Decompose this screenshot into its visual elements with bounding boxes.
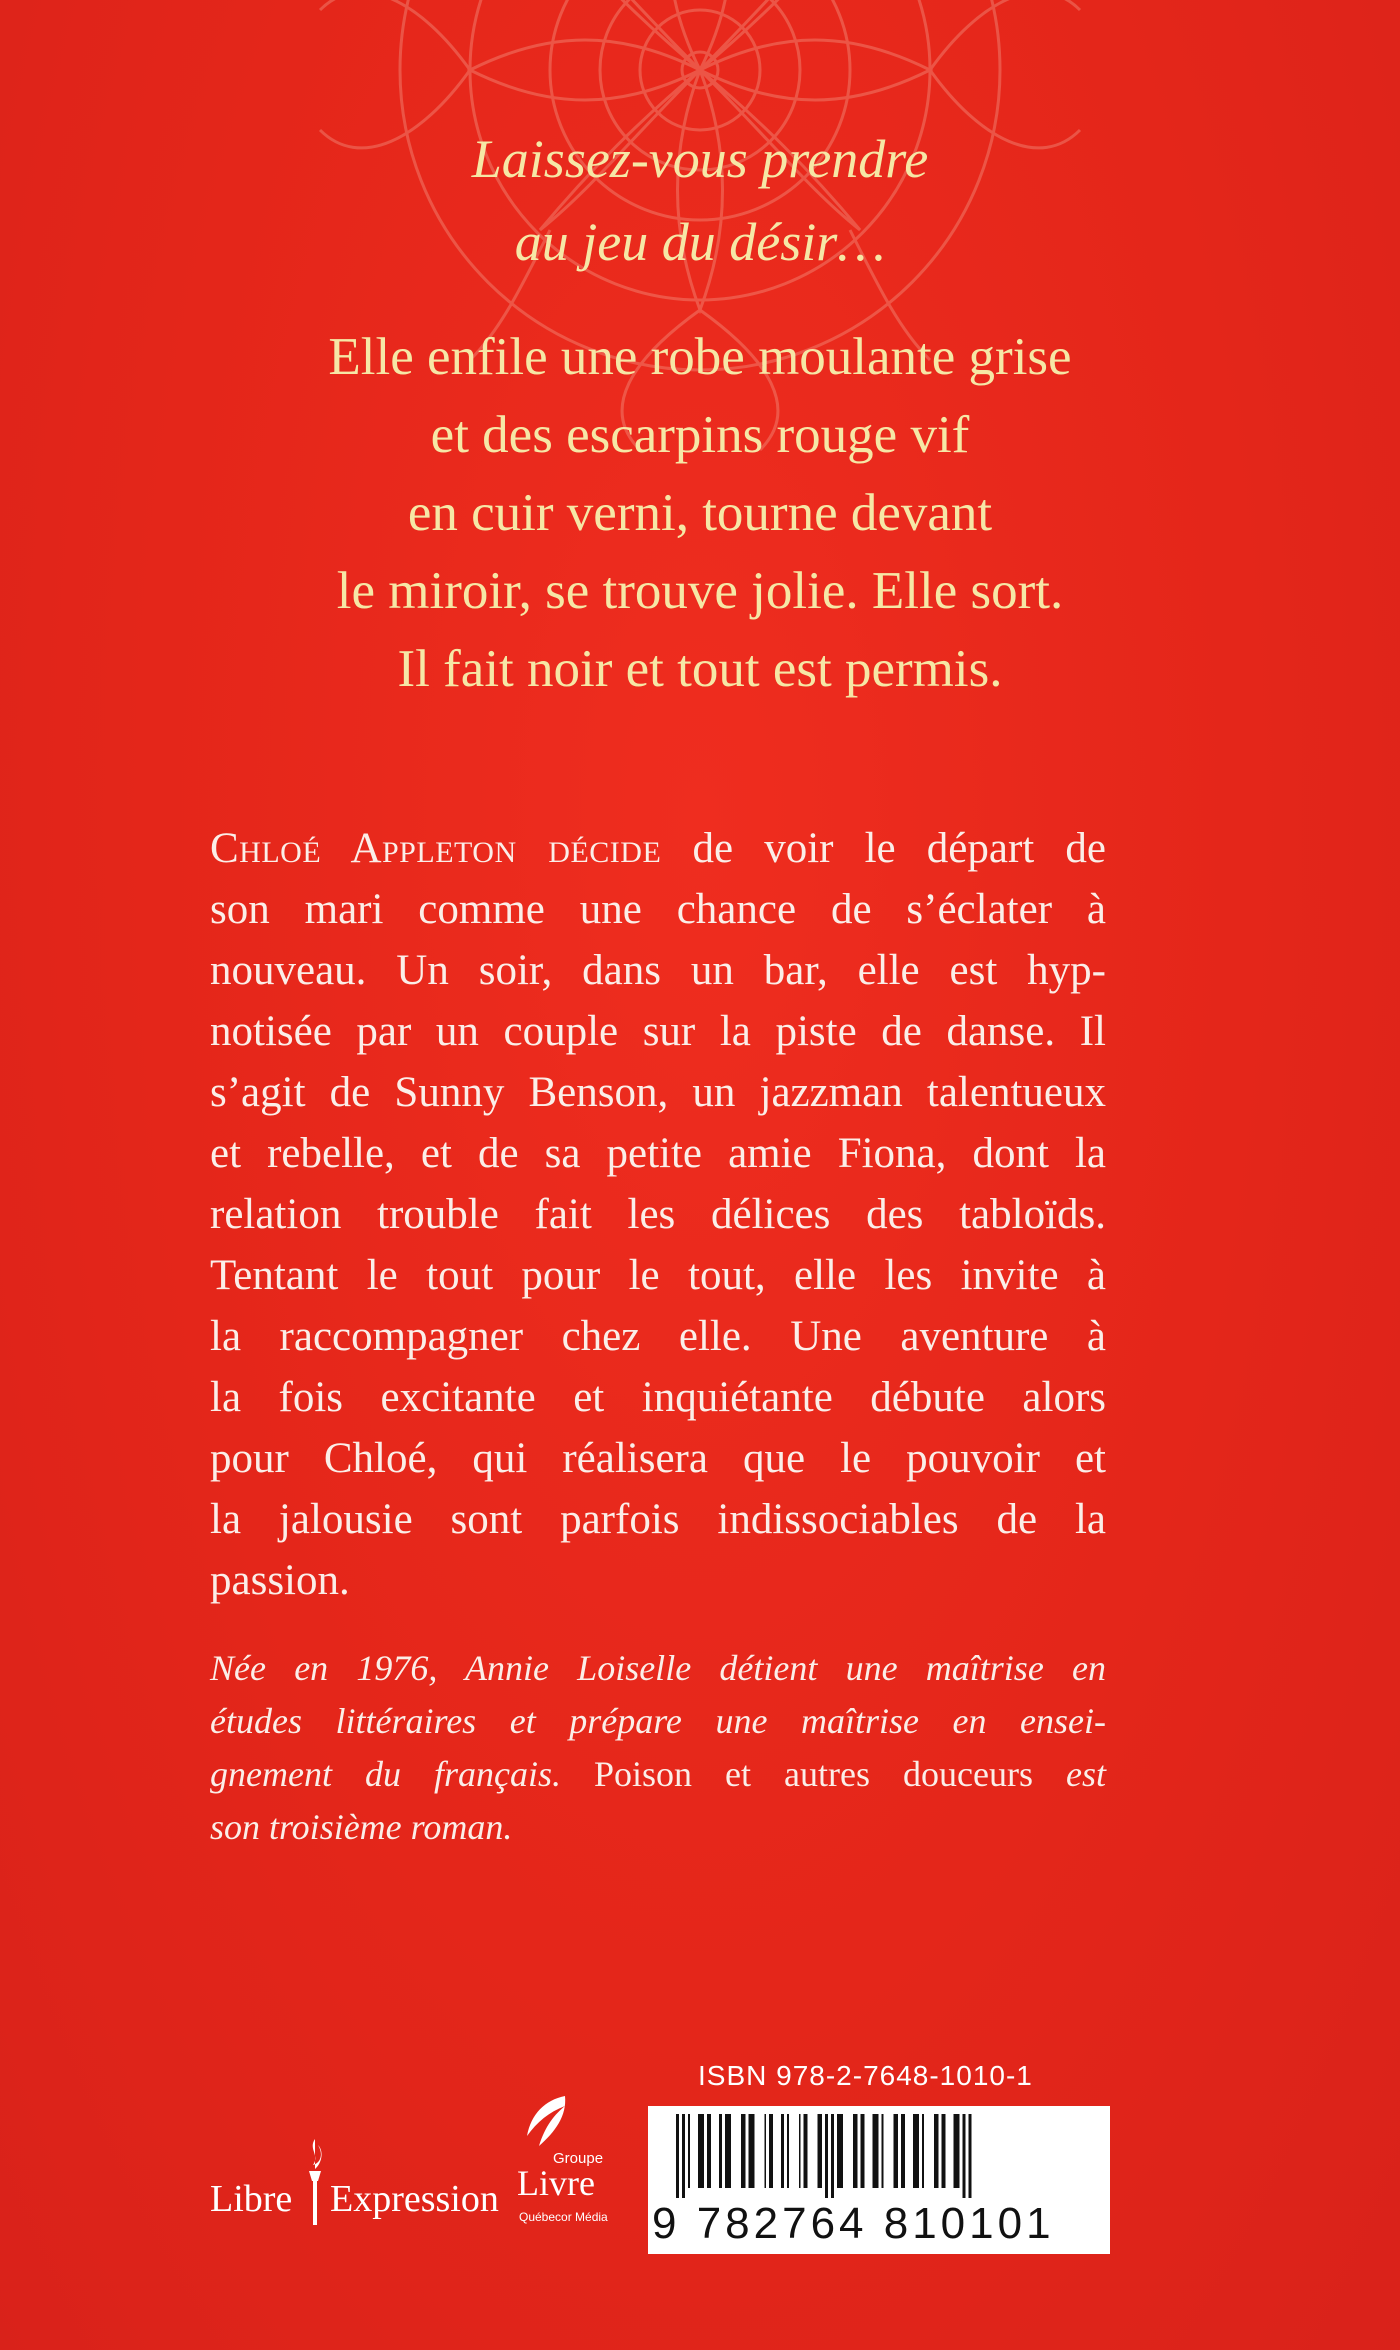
barcode-bar	[954, 2114, 960, 2188]
barcode-bar	[707, 2114, 711, 2188]
excerpt-line-4: le miroir, se trouve jolie. Elle sort.	[336, 562, 1064, 620]
barcode-bar	[913, 2114, 919, 2188]
barcode-bar	[963, 2114, 966, 2198]
synopsis-line-11: pour Chloé, qui réalisera que le pouvoir et	[210, 1435, 1106, 1482]
barcode-bar	[741, 2114, 746, 2188]
barcode-bar	[725, 2114, 731, 2188]
synopsis-line-7: relation trouble fait les délices des tabloïds.	[210, 1191, 1106, 1238]
quebecor-media-label: Québecor Média	[519, 2210, 608, 2224]
synopsis-line-8: Tentant le tout pour le tout, elle les invite à	[210, 1252, 1106, 1299]
groupe-label: Groupe	[553, 2150, 604, 2167]
author-bio	[210, 1642, 1106, 1854]
synopsis-line-13: passion.	[210, 1557, 350, 1604]
excerpt-line-3: en cuir verni, tourne devant	[407, 484, 993, 542]
tagline-line-1: Laissez-vous prendre	[471, 129, 929, 189]
barcode-bar	[837, 2114, 843, 2188]
synopsis-line-4: notisée par un couple sur la piste de danse. Il	[210, 1008, 1106, 1055]
isbn-label: ISBN 978-2-7648-1010-1	[698, 2060, 1033, 2091]
synopsis-line-6: et rebelle, et de sa petite amie Fiona, dont la	[210, 1130, 1106, 1177]
logo-expression-text: Expression	[330, 2178, 499, 2220]
barcode-bar	[818, 2114, 823, 2188]
excerpt-line-2: et des escarpins rouge vif	[430, 406, 970, 464]
libre-expression-logo	[210, 2133, 499, 2229]
barcode-bar	[749, 2114, 755, 2188]
barcode-bar	[769, 2114, 773, 2188]
barcode-bar	[901, 2114, 905, 2188]
synopsis-line-2: son mari comme une chance de s’éclater à	[210, 886, 1106, 933]
bio-line-3-italic: gnement du français.	[210, 1754, 561, 1794]
barcode-bar	[719, 2114, 722, 2188]
synopsis-lead: Chloé Appleton décide	[210, 825, 662, 872]
barcode-bar	[804, 2114, 808, 2188]
barcode	[648, 2106, 1110, 2254]
barcode-bar	[894, 2114, 899, 2188]
bio-line-4: son troisième roman.	[210, 1807, 513, 1847]
barcode-bar	[698, 2114, 704, 2188]
barcode-bar	[688, 2114, 690, 2188]
barcode-bar	[787, 2114, 789, 2188]
barcode-digits: 9 782764 810101	[652, 2199, 1055, 2248]
barcode-bar	[765, 2114, 767, 2188]
bird-leaf-icon	[515, 2092, 575, 2154]
synopsis-line-5: s’agit de Sunny Benson, un jazzman talentueux	[210, 1069, 1106, 1116]
tagline-line-2: au jeu du désir…	[514, 212, 886, 272]
synopsis-line-12: la jalousie sont parfois indissociables de la	[210, 1496, 1106, 1543]
livre-label: Livre	[517, 2163, 595, 2203]
barcode-bar	[942, 2114, 946, 2188]
bio-book-title: Poison et autres douceurs	[561, 1754, 1066, 1794]
barcode-bar	[781, 2114, 784, 2188]
bio-line-3-italic-end: est	[1066, 1754, 1106, 1794]
barcode-bar	[799, 2114, 801, 2188]
barcode-bar	[853, 2114, 858, 2188]
barcode-bar	[922, 2114, 924, 2188]
excerpt-line-1: Elle enfile une robe moulante grise	[328, 328, 1072, 386]
synopsis-line-10: la fois excitante et inquiétante débute alors	[210, 1374, 1106, 1421]
barcode-icon	[670, 2114, 1090, 2198]
logo-libre-text: Libre	[210, 2178, 293, 2220]
barcode-bar	[861, 2114, 865, 2188]
bio-line-1: Née en 1976, Annie Loiselle détient une maîtrise en	[210, 1648, 1106, 1688]
synopsis-line-1	[210, 818, 1106, 879]
barcode-bar	[682, 2114, 685, 2198]
bio-line-3	[210, 1748, 1106, 1801]
synopsis-line-3: nouveau. Un soir, dans un bar, elle est hyp-	[210, 947, 1106, 994]
groupe-livre-logo	[495, 2092, 635, 2242]
synopsis-line-1-rest: de voir le départ de	[661, 825, 1106, 872]
barcode-bar	[825, 2114, 828, 2198]
torch-icon	[298, 2133, 332, 2229]
barcode-bar	[969, 2114, 972, 2198]
barcode-bar	[831, 2114, 834, 2198]
barcode-bar	[882, 2114, 884, 2188]
barcode-bar	[873, 2114, 879, 2188]
barcode-bar	[676, 2114, 679, 2198]
synopsis	[210, 818, 1106, 1611]
excerpt-line-5: Il fait noir et tout est permis.	[397, 640, 1003, 698]
barcode-bar	[934, 2114, 939, 2188]
synopsis-line-9: la raccompagner chez elle. Une aventure à	[210, 1313, 1106, 1360]
bio-line-2: études littéraires et prépare une maîtrise en ensei-	[210, 1701, 1106, 1741]
